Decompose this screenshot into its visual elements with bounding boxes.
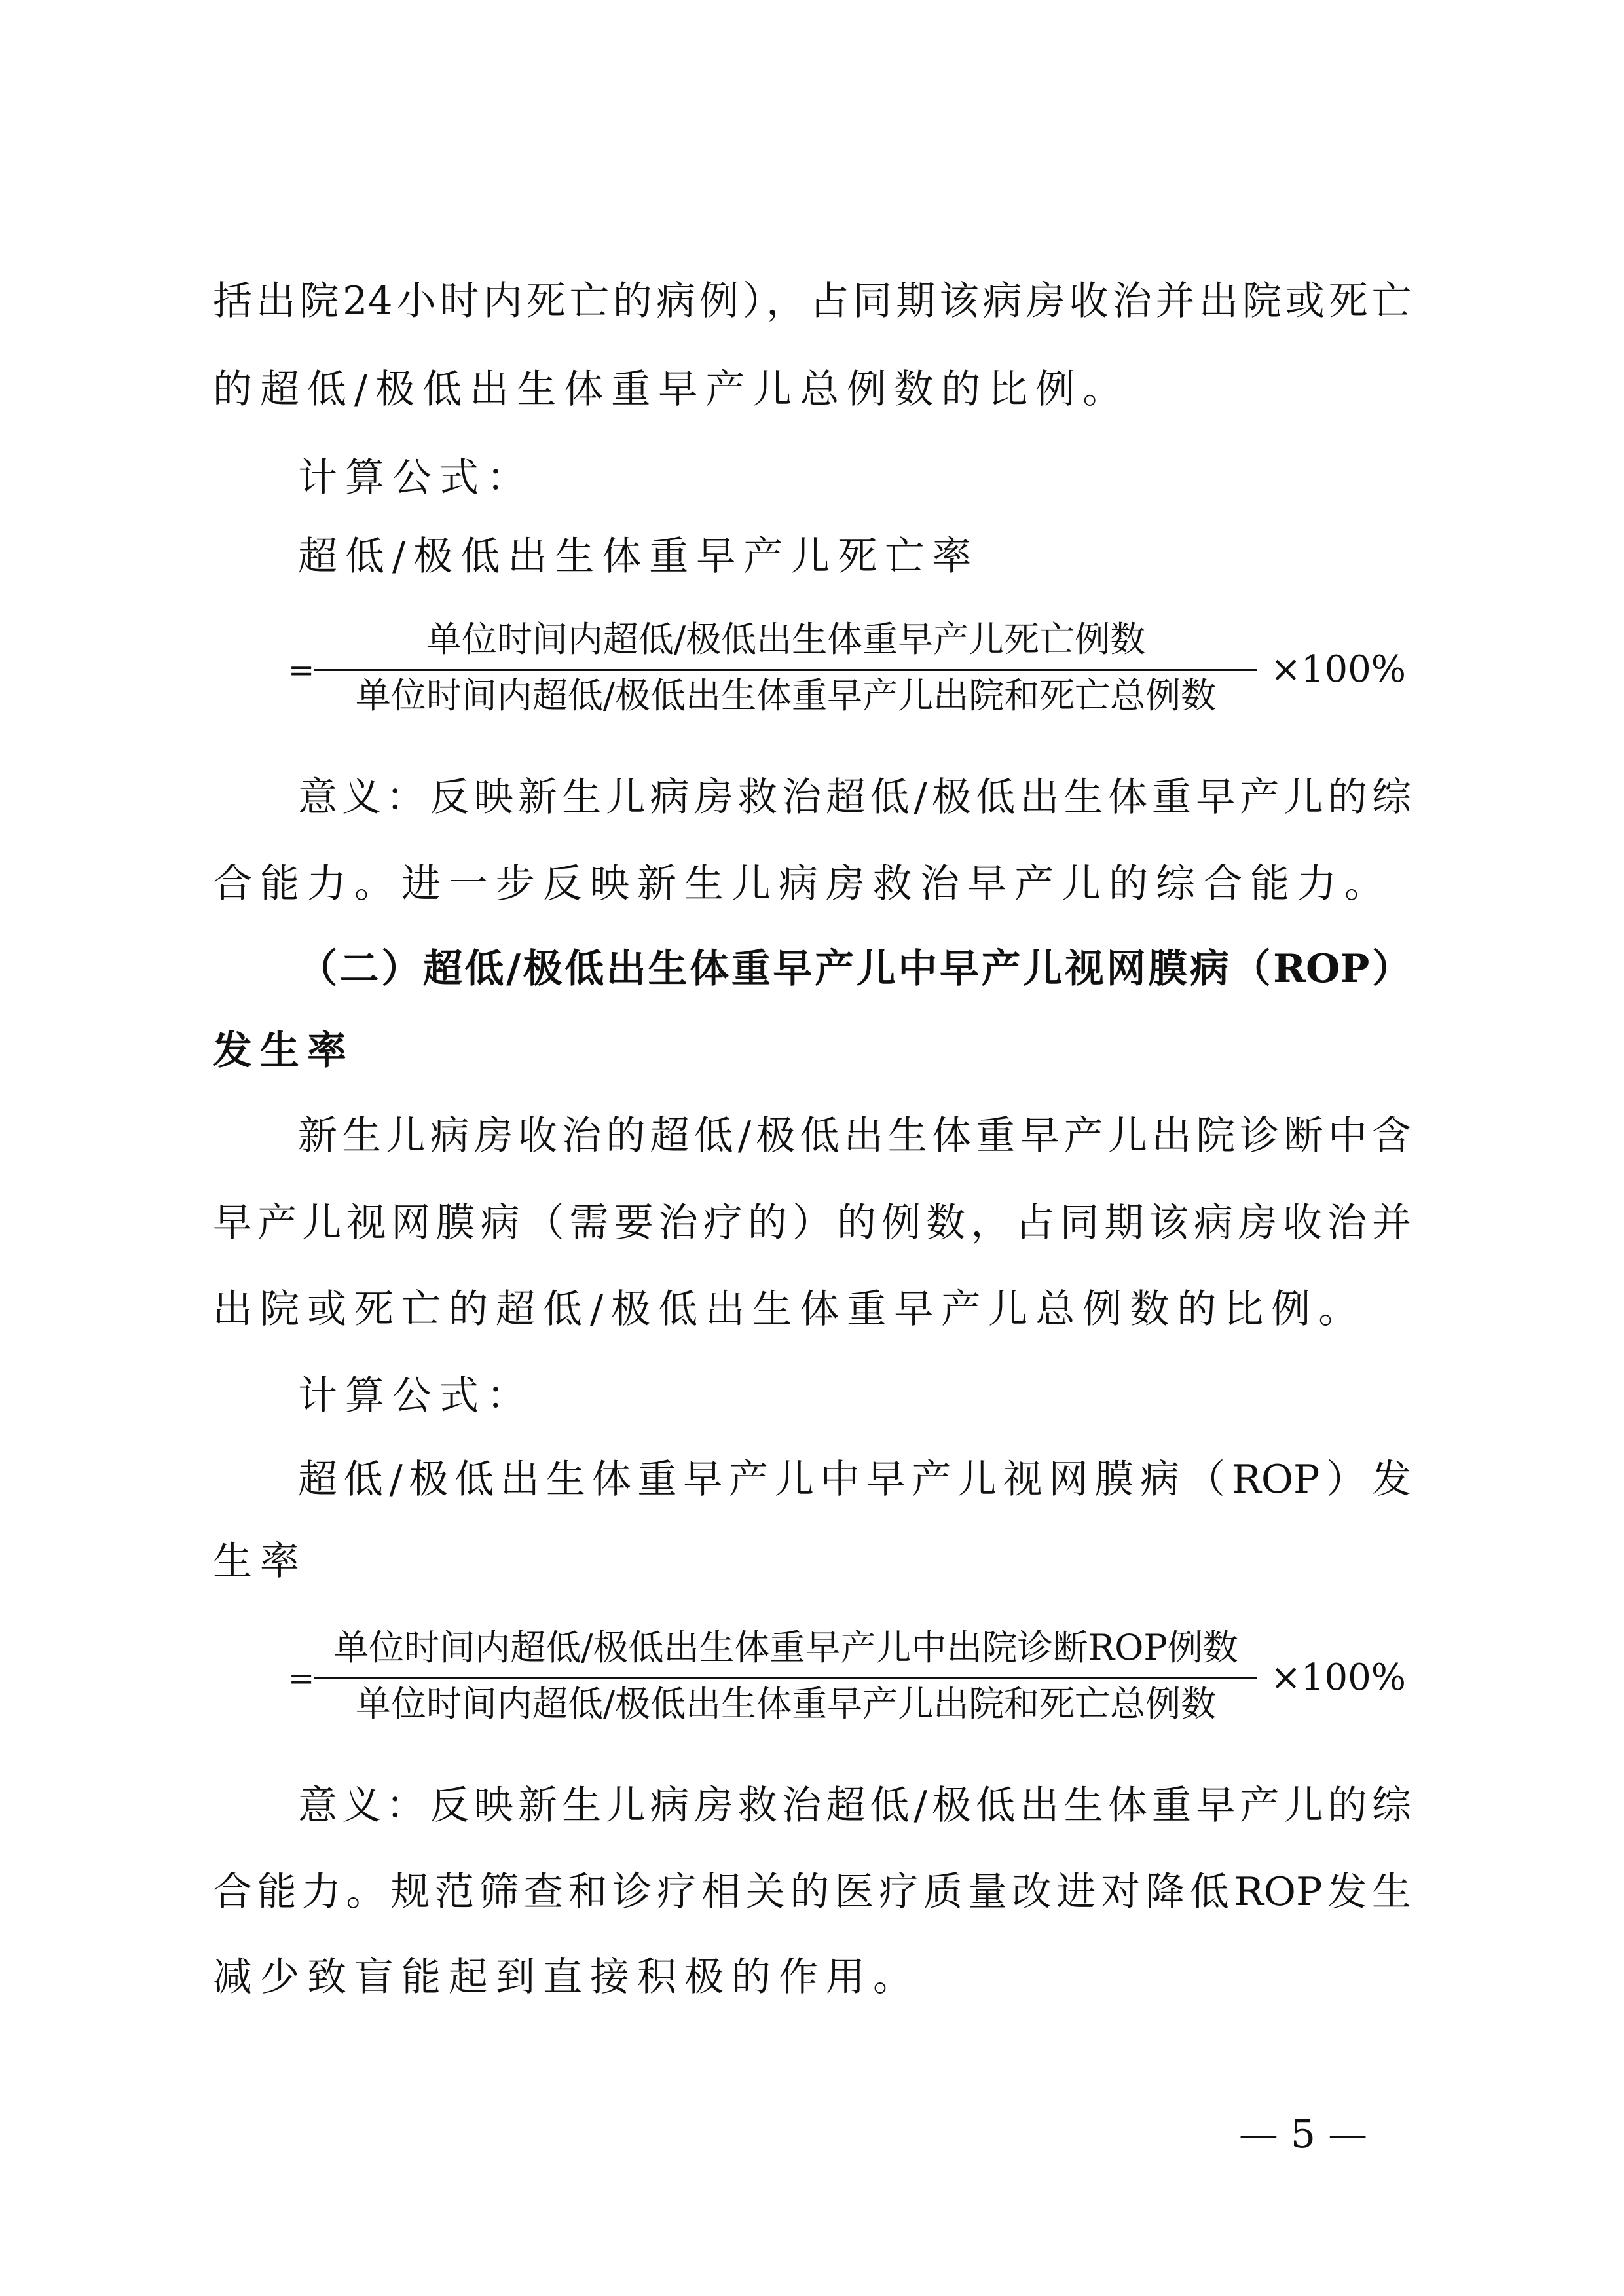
multiplier: ×100% — [1270, 648, 1407, 691]
equals-sign: = — [288, 1660, 315, 1697]
paragraph-line: 合能力。规范筛查和诊疗相关的医疗质量改进对降低ROP发生 — [213, 1869, 1411, 1915]
formula-mortality-rate — [288, 615, 1428, 727]
denominator: 单位时间内超低/极低出生体重早产儿出院和死亡总例数 — [355, 675, 1217, 716]
multiplier: ×100% — [1270, 1656, 1407, 1699]
equals-sign: = — [288, 652, 315, 689]
paragraph-line: 意义：反映新生儿病房救治超低/极低出生体重早产儿的综 — [298, 774, 1411, 820]
paragraph-line: 的超低/极低出生体重早产儿总例数的比例。 — [213, 367, 1130, 412]
numerator: 单位时间内超低/极低出生体重早产儿死亡例数 — [426, 619, 1146, 660]
formula-label: 计算公式： — [298, 1373, 534, 1419]
paragraph-line: 括出院24小时内死亡的病例），占同期该病房收治并出院或死亡 — [213, 278, 1411, 324]
denominator: 单位时间内超低/极低出生体重早产儿出院和死亡总例数 — [355, 1683, 1217, 1724]
section-heading: 发生率 — [213, 1028, 354, 1074]
section-heading: （二）超低/极低出生体重早产儿中早产儿视网膜病（ROP） — [298, 946, 1411, 992]
formula-label: 计算公式： — [298, 455, 534, 501]
formula-rop-rate — [288, 1624, 1428, 1735]
paragraph-line: 新生儿病房收治的超低/极低出生体重早产儿出院诊断中含 — [298, 1113, 1411, 1159]
paragraph-line: 出院或死亡的超低/极低出生体重早产儿总例数的比例。 — [213, 1286, 1366, 1332]
fraction-bar — [314, 1677, 1257, 1679]
rate-name: 超低/极低出生体重早产儿死亡率 — [298, 534, 980, 579]
rate-name: 生率 — [213, 1539, 307, 1584]
fraction-bar — [314, 669, 1257, 671]
paragraph-line: 减少致盲能起到直接积极的作用。 — [213, 1954, 920, 2000]
paragraph-line: 早产儿视网膜病（需要治疗的）的例数，占同期该病房收治并 — [213, 1200, 1411, 1246]
paragraph-line: 合能力。进一步反映新生儿病房救治早产儿的综合能力。 — [213, 861, 1392, 907]
rate-name: 超低/极低出生体重早产儿中早产儿视网膜病（ROP）发 — [298, 1457, 1411, 1503]
numerator: 单位时间内超低/极低出生体重早产儿中出院诊断ROP例数 — [333, 1627, 1238, 1668]
paragraph-line: 意义：反映新生儿病房救治超低/极低出生体重早产儿的综 — [298, 1783, 1411, 1829]
page-number: — 5 — — [1238, 2111, 1368, 2157]
